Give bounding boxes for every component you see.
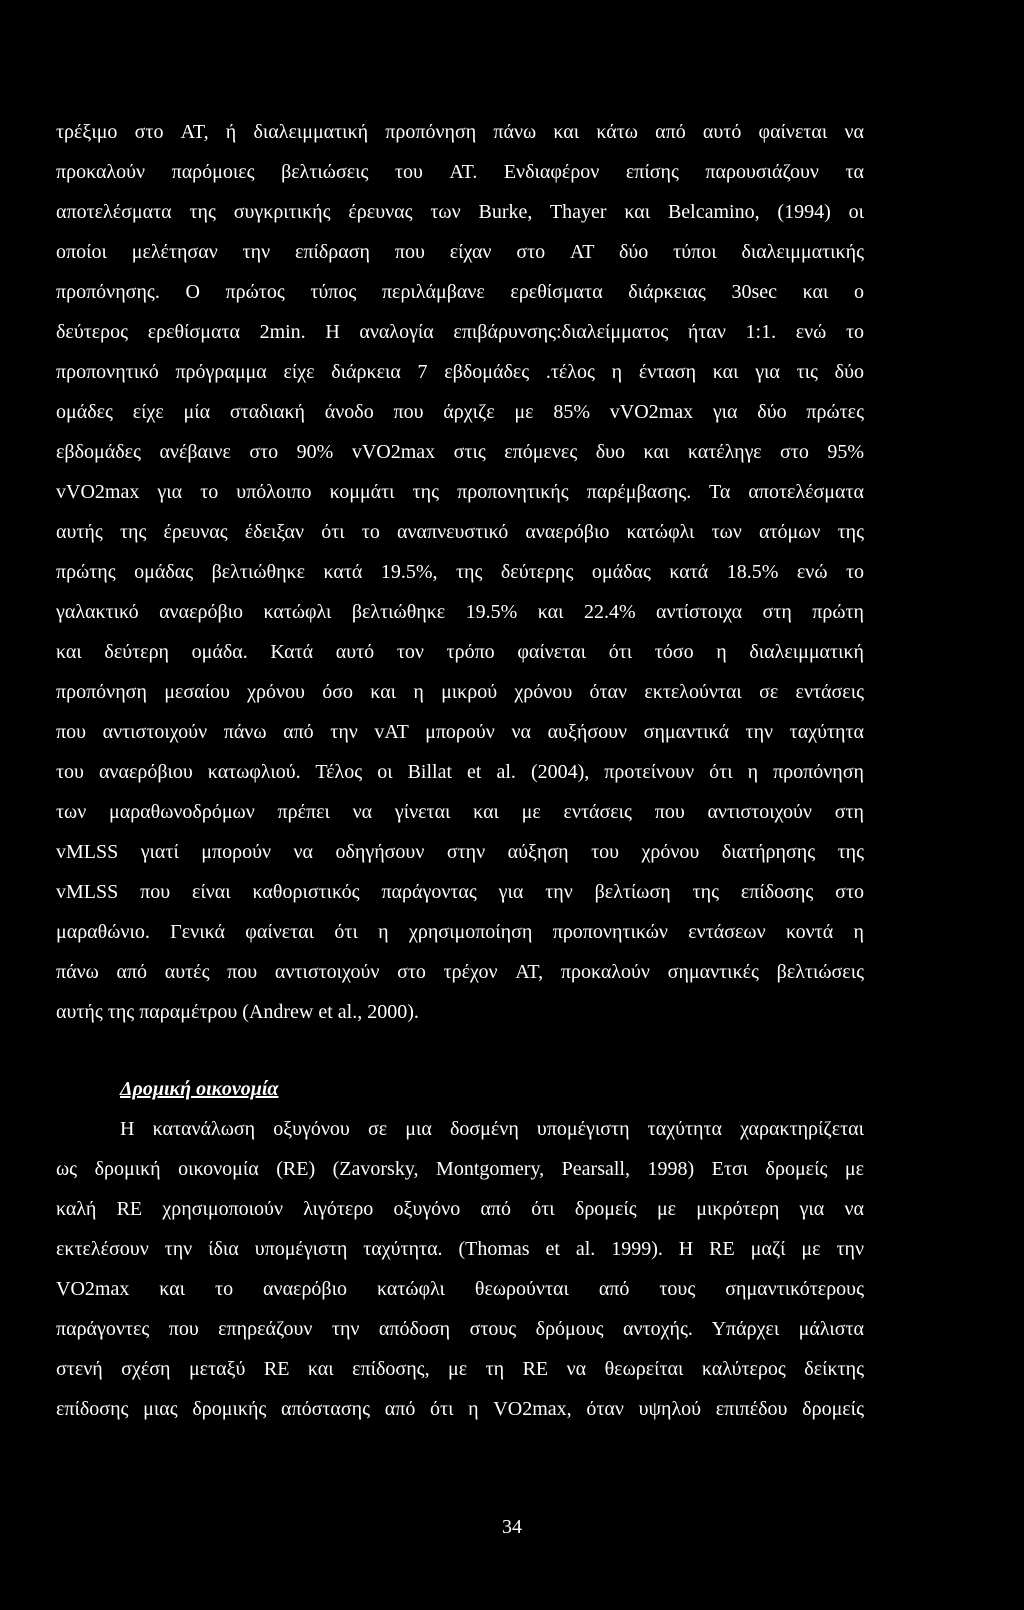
text-line: προπόνησης. Ο πρώτος τύπος περιλάμβανε ερεθίσματα διάρκειας 30sec και ο [56,281,864,303]
text-line: αυτής της παραμέτρου (Andrew et al., 2000). [56,1001,419,1023]
text-line: μαραθώνιο. Γενικά φαίνεται ότι η χρησιμοποίηση προπονητικών εντάσεων κοντά η [56,921,864,943]
text-line: εβδομάδες ανέβαινε στο 90% vVO2max στις επόμενες δυο και κατέληγε στο 95% [56,441,864,463]
text-line: αποτελέσματα της συγκριτικής έρευνας των Burke, Thayer και Belcamino, (1994) οι [56,201,864,223]
text-line: επίδοσης μιας δρομικής απόστασης από ότι η VO2max, όταν υψηλού επιπέδου δρομείς [56,1398,864,1420]
text-line: πάνω από αυτές που αντιστοιχούν στο τρέχον AT, προκαλούν σημαντικές βελτιώσεις [56,961,864,983]
text-line: vMLSS γιατί μπορούν να οδηγήσουν στην αύξηση του χρόνου διατήρησης της [56,841,864,863]
text-line: οποίοι μελέτησαν την επίδραση που είχαν στο AT δύο τύποι διαλειμματικής [56,241,864,263]
paragraph-running-economy [56,1109,864,1429]
section-heading: Δρομική οικονομία [120,1078,279,1100]
text-line: παράγοντες που επηρεάζουν την απόδοση στους δρόμους αντοχής. Υπάρχει μάλιστα [56,1318,864,1340]
text-line: πρώτης ομάδας βελτιώθηκε κατά 19.5%, της δεύτερης ομάδας κατά 18.5% ενώ το [56,561,864,583]
text-line: Η κατανάλωση οξυγόνου σε μια δοσμένη υπομέγιστη ταχύτητα χαρακτηρίζεται [120,1118,864,1140]
text-line: καλή RE χρησιμοποιούν λιγότερο οξυγόνο από ότι δρομείς με μικρότερη για να [56,1198,864,1220]
text-line: vMLSS που είναι καθοριστικός παράγοντας για την βελτίωση της επίδοσης στο [56,881,864,903]
text-line: vVO2max για το υπόλοιπο κομμάτι της προπονητικής παρέμβασης. Τα αποτελέσματα [56,481,864,503]
text-line: τρέξιμο στο AT, ή διαλειμματική προπόνηση πάνω και κάτω από αυτό φαίνεται να [56,121,864,143]
text-line: εκτελέσουν την ίδια υπομέγιστη ταχύτητα. (Thomas et al. 1999). Η RE μαζί με την [56,1238,864,1260]
text-line: του αναερόβιου κατωφλιού. Τέλος οι Billat et al. (2004), προτείνουν ότι η προπόνηση [56,761,864,783]
text-line: ως δρομική οικονομία (RE) (Zavorsky, Montgomery, Pearsall, 1998) Ετσι δρομείς με [56,1158,864,1180]
text-line: VO2max και το αναερόβιο κατώφλι θεωρούνται από τους σημαντικότερους [56,1278,864,1300]
page-number: 34 [502,1516,522,1538]
text-line: αυτής της έρευνας έδειξαν ότι το αναπνευστικό αναερόβιο κατώφλι των ατόμων της [56,521,864,543]
text-line: στενή σχέση μεταξύ RE και επίδοσης, με τη RE να θεωρείται καλύτερος δείκτης [56,1358,864,1380]
text-line: προπόνηση μεσαίου χρόνου όσο και η μικρού χρόνου όταν εκτελούνται σε εντάσεις [56,681,864,703]
section-spacer [56,1032,864,1069]
paragraph-interval-training [56,112,864,1032]
document-body [56,112,864,1429]
text-line: ομάδες είχε μία σταδιακή άνοδο που άρχιζε με 85% vVO2max για δύο πρώτες [56,401,864,423]
text-line: προπονητικό πρόγραμμα είχε διάρκεια 7 εβδομάδες .τέλος η ένταση και για τις δύο [56,361,864,383]
text-line: των μαραθωνοδρόμων πρέπει να γίνεται και με εντάσεις που αντιστοιχούν στη [56,801,864,823]
text-line: προκαλούν παρόμοιες βελτιώσεις του AT. Ενδιαφέρον επίσης παρουσιάζουν τα [56,161,864,183]
text-line: δεύτερος ερεθίσματα 2min. Η αναλογία επιβάρυνσης:διαλείμματος ήταν 1:1. ενώ το [56,321,864,343]
text-line: γαλακτικό αναερόβιο κατώφλι βελτιώθηκε 19.5% και 22.4% αντίστοιχα στη πρώτη [56,601,864,623]
text-line: που αντιστοιχούν πάνω από την vAT μπορούν να αυξήσουν σημαντικά την ταχύτητα [56,721,864,743]
text-line: και δεύτερη ομάδα. Κατά αυτό τον τρόπο φαίνεται ότι τόσο η διαλειμματική [56,641,864,663]
